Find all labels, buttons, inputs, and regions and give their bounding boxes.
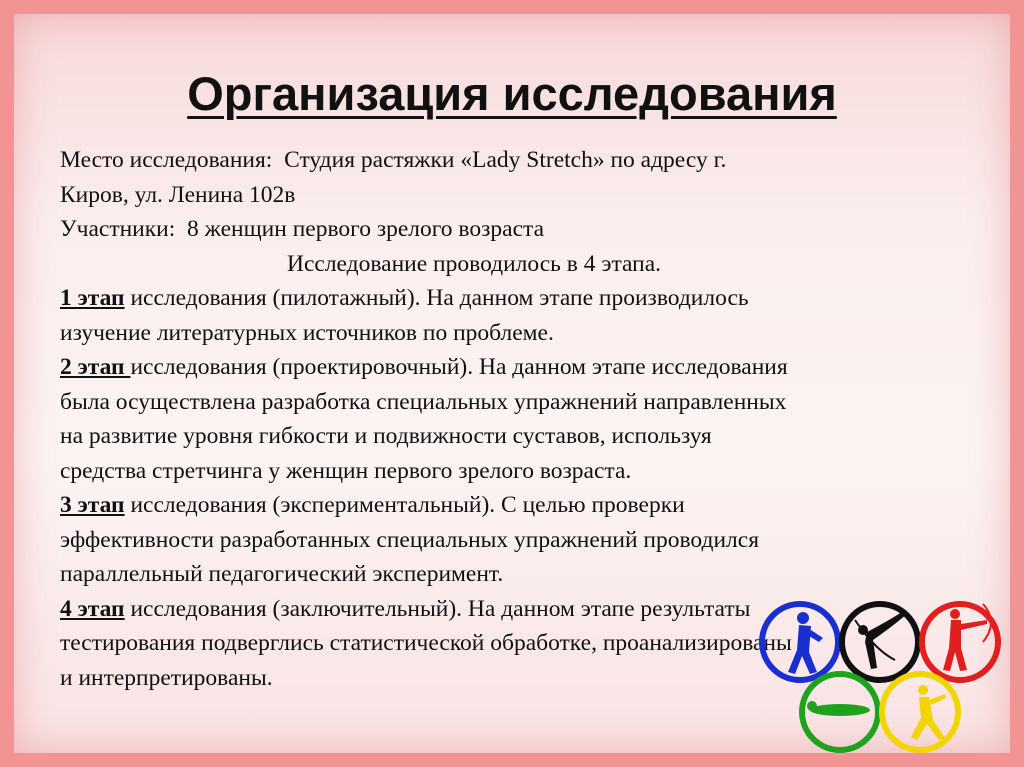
yellow-ring-icon bbox=[882, 674, 958, 750]
stage-4-line-3: и интерпретированы. bbox=[60, 664, 273, 691]
stage-1-label: 1 этап bbox=[60, 285, 125, 311]
stage-4-label: 4 этап bbox=[60, 595, 125, 622]
stage-2-label: 2 этап bbox=[60, 354, 131, 380]
place-label: Место исследования: bbox=[60, 147, 273, 173]
stage-4-text: исследования (заключительный). На данном этапе результаты bbox=[130, 595, 751, 622]
swimmer-icon bbox=[807, 701, 870, 716]
place-value-continuation: Киров, ул. Ленина 102в bbox=[60, 181, 296, 208]
place-value: Студия растяжки «Lady Stretch» по адресу г. bbox=[284, 147, 727, 173]
stage-3-line-1 bbox=[60, 488, 960, 523]
participants-line bbox=[60, 212, 960, 247]
slide-title: Организация исследования bbox=[187, 67, 837, 120]
stage-2-line-4: средства стретчинга у женщин первого зрелого возраста. bbox=[60, 457, 632, 484]
participants-label: Участники: bbox=[60, 216, 176, 242]
stage-1-line-1 bbox=[60, 281, 960, 316]
stage-3-label: 3 этап bbox=[60, 492, 125, 518]
runner-icon bbox=[788, 612, 823, 674]
gymnast-icon bbox=[855, 610, 907, 669]
participants-value: 8 женщин первого зрелого возраста bbox=[187, 216, 545, 242]
stage-3-line-3: параллельный педагогический эксперимент. bbox=[60, 561, 504, 587]
stage-3-text: исследования (экспериментальный). С целью проверки bbox=[130, 492, 685, 518]
stage-2-line-2: была осуществлена разработка специальных упражнений направленных bbox=[60, 388, 787, 415]
olympic-rings-sport-icon bbox=[755, 590, 1005, 755]
stages-intro: Исследование проводилось в 4 этапа. bbox=[287, 250, 662, 277]
dancer-icon bbox=[911, 685, 946, 740]
stage-3-line-2: эффективности разработанных специальных упражнений проводился bbox=[60, 526, 759, 553]
stage-2-line-3: на развитие уровня гибкости и подвижности суставов, используя bbox=[60, 423, 712, 449]
stage-2-line-1 bbox=[60, 350, 960, 385]
stage-1-text: исследования (пилотажный). На данном этапе производилось bbox=[130, 285, 749, 311]
stage-4-line-2: тестирования подверглись статистической обработке, проанализированы bbox=[60, 630, 792, 656]
stage-2-text: исследования (проектировочный). На данном этапе исследования bbox=[130, 354, 788, 380]
black-ring-icon bbox=[842, 604, 918, 680]
stage-1-line-2: изучение литературных источников по проблеме. bbox=[60, 319, 554, 346]
place-line bbox=[60, 143, 960, 178]
